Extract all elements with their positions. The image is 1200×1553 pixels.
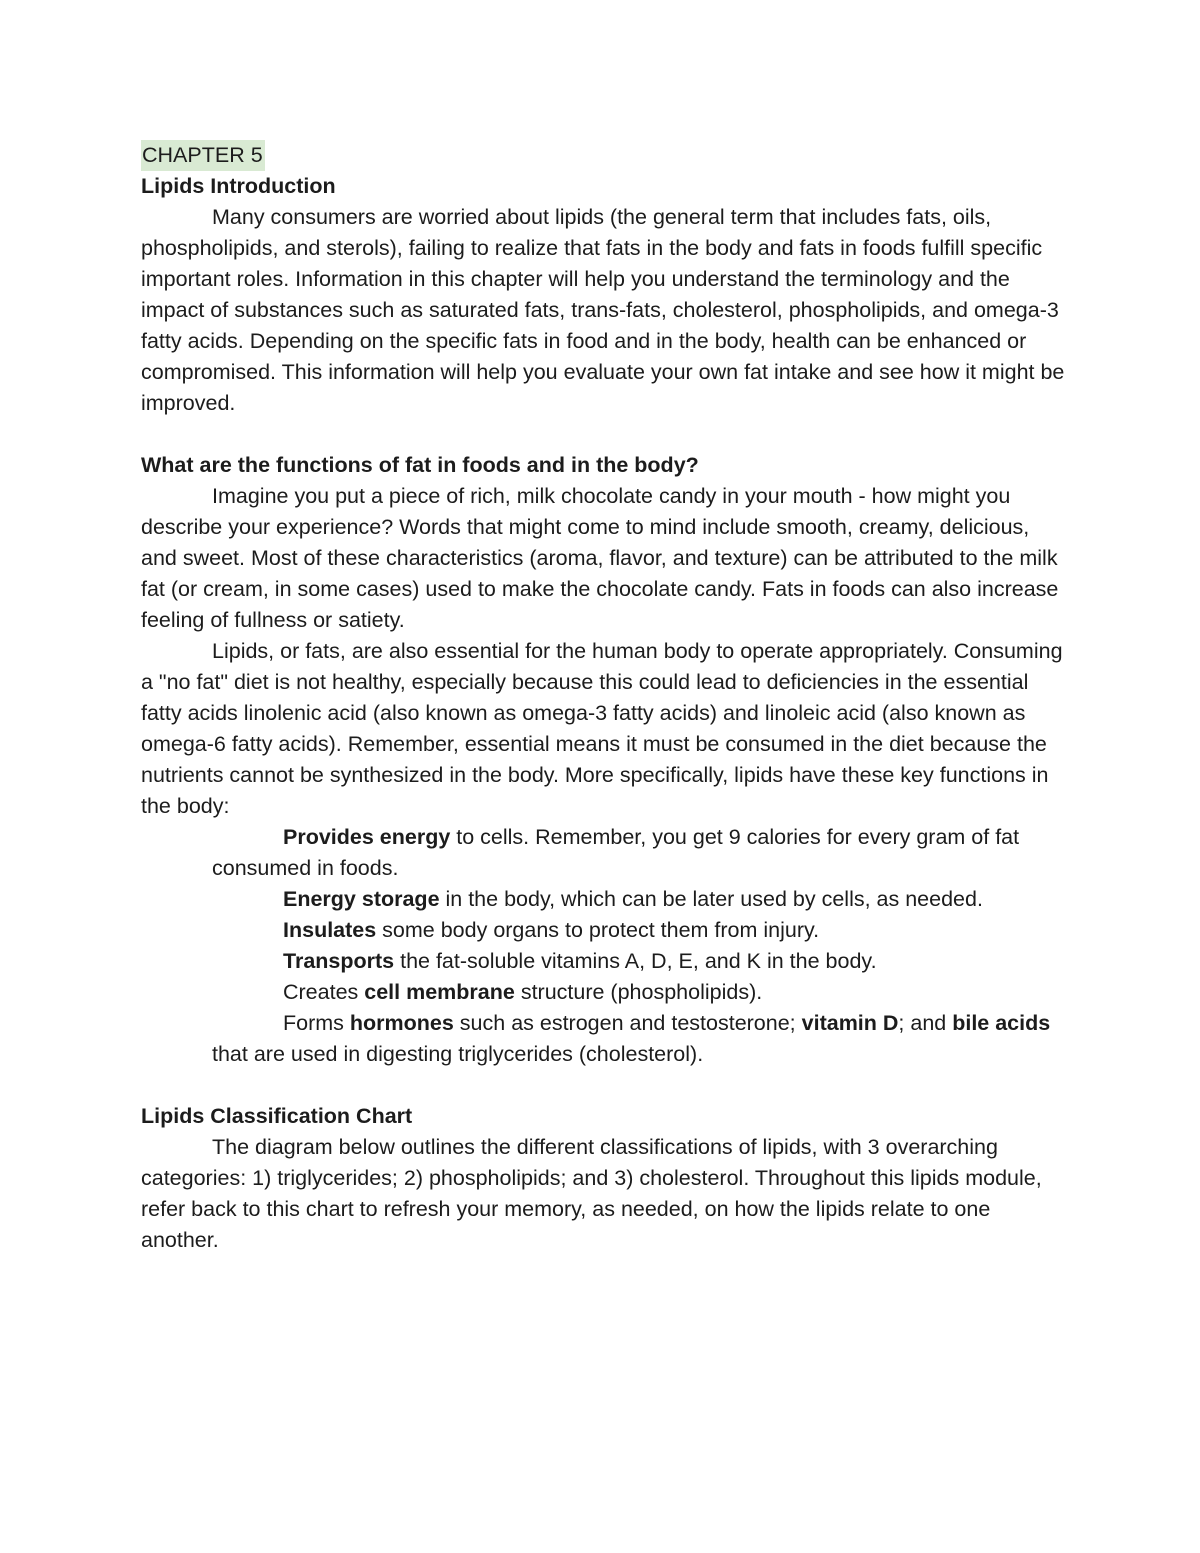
functions-heading: What are the functions of fat in foods and in the body? [141,453,699,477]
function-item-storage [141,884,1071,915]
function-item-bold: hormones [349,1011,454,1035]
function-item-cell-membrane [141,977,1071,1008]
function-item-text: ; and [898,1011,953,1035]
document-page [141,140,1071,1256]
function-item-text: some body organs to protect them from injury. [376,918,820,942]
chapter-line [141,140,1071,171]
function-item-text: such as estrogen and testosterone; [453,1011,802,1035]
function-item-text: to cells. Remember, you get 9 calories for every gram of fat consumed in foods. [212,825,1020,880]
functions-paragraph-2: Lipids, or fats, are also essential for the human body to operate appropriately. Consuming a "no fat" diet is not healthy, especially because this could lead to deficiencies in the essential fatty acids linolenic acid (also known as omega-3 fatty acids) and linoleic acid (also known as omega-6 fatty acids). Remember, essential means it must be consumed in the diet because the nutrients cannot be synthesized in the body. More specifically, lipids have these key functions in the body: [141,639,1063,818]
chapter-label: CHAPTER 5 [141,140,265,171]
function-item-text: the fat-soluble vitamins A, D, E, and K in the body. [394,949,877,973]
function-item-text: Forms [283,1011,350,1035]
functions-paragraph-1: Imagine you put a piece of rich, milk chocolate candy in your mouth - how might you describe your experience? Words that might come to mind include smooth, creamy, delicious, and sweet. Most of these characteristics (aroma, flavor, and texture) can be attributed to the milk fat (or cream, in some cases) used to make the chocolate candy. Fats in foods can also increase feeling of fullness or satiety. [141,484,1059,632]
spacer [141,419,1071,450]
function-item-bold: vitamin D [801,1011,899,1035]
function-item-energy [141,822,1071,884]
function-item-transports [141,946,1071,977]
intro-heading: Lipids Introduction [141,174,336,198]
function-item-bold: Transports [283,949,395,973]
function-item-bold: cell membrane [364,980,515,1004]
spacer [141,1070,1071,1101]
function-item-text: that are used in digesting triglycerides (cholesterol). [212,1042,704,1066]
function-item-bold: bile acids [952,1011,1051,1035]
function-item-insulates [141,915,1071,946]
function-item-hormones [141,1008,1071,1070]
function-item-bold: Insulates [283,918,377,942]
classification-heading: Lipids Classification Chart [141,1104,413,1128]
function-item-text: structure (phospholipids). [514,980,763,1004]
intro-paragraph: Many consumers are worried about lipids (the general term that includes fats, oils, phospholipids, and sterols), failing to realize that fats in the body and fats in foods fulfill specific important roles. Information in this chapter will help you understand the terminology and the impact of substances such as saturated fats, trans-fats, cholesterol, phospholipids, and omega-3 fatty acids. Depending on the specific fats in food and in the body, health can be enhanced or compromised. This information will help you evaluate your own fat intake and see how it might be improved. [141,205,1065,415]
function-item-text: in the body, which can be later used by cells, as needed. [439,887,983,911]
classification-paragraph: The diagram below outlines the different classifications of lipids, with 3 overarching categories: 1) triglycerides; 2) phospholipids; and 3) cholesterol. Throughout this lipids module, refer back to this chart to refresh your memory, as needed, on how the lipids relate to one another. [141,1135,1042,1252]
function-item-text: Creates [283,980,365,1004]
function-item-bold: Energy storage [283,887,440,911]
function-item-bold: Provides energy [283,825,451,849]
